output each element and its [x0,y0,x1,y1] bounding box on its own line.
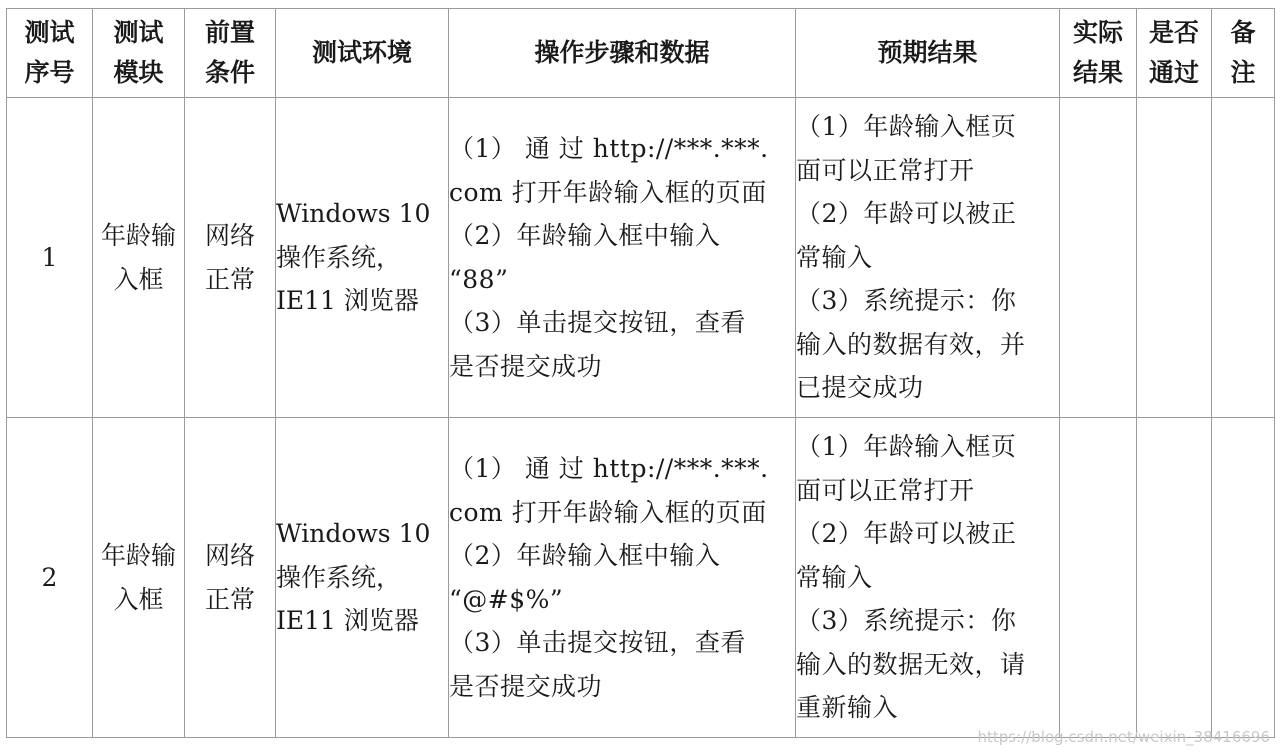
cell-steps-line: 是否提交成功 [449,351,603,381]
cell-module-line: 年龄输 [100,221,176,250]
cell-expected-line: （2）年龄可以被正 [796,199,1017,229]
cell-environment-line: 操作系统， [276,242,402,272]
cell-steps [449,418,796,738]
cell-steps [449,98,796,418]
cell-expected-line: （3）系统提示：你 [796,286,1017,316]
cell-expected-line: 已提交成功 [796,373,924,403]
cell-precondition-line: 正常 [204,264,255,294]
cell-expected-line: 面可以正常打开 [796,155,975,185]
cell-expected [796,98,1060,418]
cell-module [93,98,185,418]
header-seq-line: 测试 [24,18,75,47]
cell-expected-line: （1）年龄输入框页 [796,432,1017,462]
cell-module [93,418,185,738]
header-module-line: 模块 [113,58,164,87]
table-row [7,98,1275,418]
cell-module-line: 入框 [113,584,164,614]
header-actual-line: 实际 [1072,18,1123,47]
cell-environment-line: IE11 浏览器 [276,606,419,636]
cell-actual [1060,98,1137,418]
cell-precondition-line: 正常 [204,584,255,614]
cell-steps-line: 是否提交成功 [449,671,603,701]
cell-expected-line: 输入的数据有效，并 [796,329,1026,359]
cell-steps-line: （2）年龄输入框中输入 [449,221,721,250]
header-module-line: 测试 [113,18,164,47]
cell-expected-line: 面可以正常打开 [796,475,975,505]
table-row [7,418,1275,738]
cell-steps-line: “@#$%” [449,584,564,614]
cell-expected-line: （2）年龄可以被正 [796,519,1017,549]
cell-expected-line: 常输入 [796,242,873,272]
cell-precondition-line: 网络 [204,221,255,250]
cell-expected-line: （1）年龄输入框页 [796,112,1017,142]
header-seq [7,9,93,98]
header-module [93,9,185,98]
cell-precondition-line: 网络 [204,541,255,570]
header-passed [1137,9,1212,98]
cell-steps-line: （2）年龄输入框中输入 [449,541,721,570]
cell-expected-line: 常输入 [796,562,873,592]
header-passed-line: 通过 [1148,58,1199,87]
cell-environment-line: Windows 10 [276,519,431,549]
header-expected: 预期结果 [796,9,1060,98]
cell-environment-line: Windows 10 [276,199,431,229]
header-remarks-line: 注 [1230,58,1256,87]
header-precondition-line: 前置 [204,18,255,47]
cell-environment [276,98,449,418]
cell-seq: 2 [7,418,93,738]
header-passed-line: 是否 [1148,18,1199,47]
header-steps: 操作步骤和数据 [449,9,796,98]
cell-steps-line: com 打开年龄输入框的页面 [449,177,767,207]
header-row [7,9,1275,98]
test-case-table [6,8,1275,738]
header-seq-line: 序号 [24,58,75,87]
cell-actual [1060,418,1137,738]
watermark: https://blog.csdn.net/weixin_38416696 [977,728,1270,746]
cell-environment [276,418,449,738]
header-actual-line: 结果 [1072,58,1123,87]
cell-seq: 1 [7,98,93,418]
cell-remarks [1212,98,1275,418]
header-precondition-line: 条件 [204,58,255,87]
header-remarks-line: 备 [1230,18,1256,47]
cell-precondition [185,418,276,738]
cell-steps-line: （1） 通 过 http://***.***. [449,134,769,163]
header-actual [1060,9,1137,98]
cell-expected [796,418,1060,738]
cell-expected-line: 重新输入 [796,693,899,723]
cell-steps-line: “88” [449,264,509,294]
cell-environment-line: 操作系统， [276,562,402,592]
header-environment: 测试环境 [276,9,449,98]
cell-precondition [185,98,276,418]
cell-steps-line: （3）单击提交按钮，查看 [449,628,746,657]
cell-module-line: 入框 [113,264,164,294]
header-precondition [185,9,276,98]
cell-passed [1137,98,1212,418]
cell-passed [1137,418,1212,738]
cell-module-line: 年龄输 [100,541,176,570]
header-remarks [1212,9,1275,98]
cell-remarks [1212,418,1275,738]
cell-steps-line: com 打开年龄输入框的页面 [449,497,767,527]
cell-expected-line: （3）系统提示：你 [796,606,1017,636]
cell-steps-line: （1） 通 过 http://***.***. [449,454,769,483]
cell-environment-line: IE11 浏览器 [276,286,419,316]
cell-expected-line: 输入的数据无效，请 [796,649,1026,679]
cell-steps-line: （3）单击提交按钮，查看 [449,308,746,337]
